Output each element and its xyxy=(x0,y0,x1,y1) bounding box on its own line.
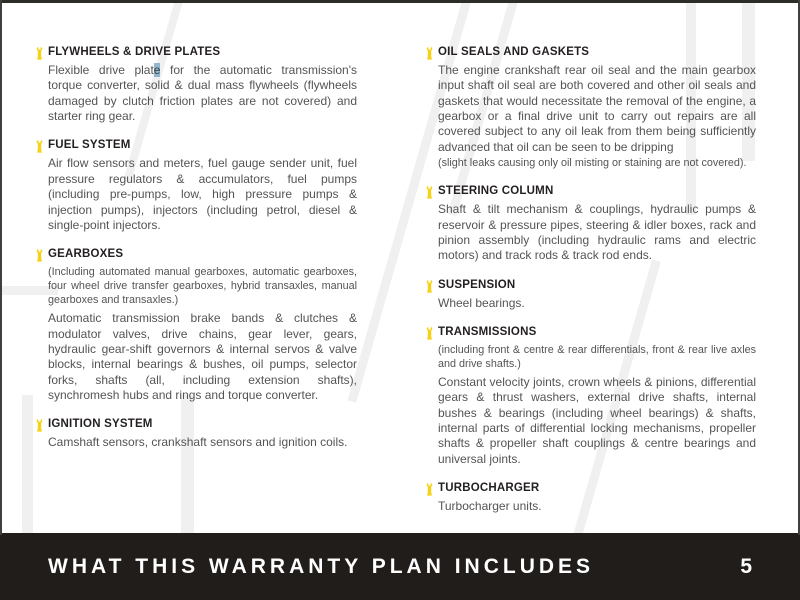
section-heading: FUEL SYSTEM xyxy=(48,139,131,152)
spanner-icon xyxy=(35,419,44,432)
page-border-left xyxy=(0,0,2,535)
section-ignition-system xyxy=(35,418,357,450)
section-body: The engine crankshaft rear oil seal and the main gearbox input shaft oil seal are both covered and other oil seals and gaskets that would necessitate the removal of the engine, a gearbox or a final drive unit to carry out repairs are all covered subject to any oil leak from them being sufficiently advanced that oil can be seen to be dripping xyxy=(438,63,756,154)
section-body: Turbocharger units. xyxy=(438,499,542,514)
section-steering-column xyxy=(425,185,756,263)
section-body: Shaft & tilt mechanism & couplings, hydraulic pumps & reservoir & pressure pipes, steering & idler boxes, rack and pinion assembly (including hydraulic rams and electric motors) and track rods & track rod ends. xyxy=(438,202,756,263)
right-column xyxy=(425,46,756,530)
section-note: (Including automated manual gearboxes, automatic gearboxes, four wheel drive transfer gearboxes, hybrid transaxles, manual gearboxes and transaxles.) xyxy=(48,266,357,307)
spanner-icon xyxy=(425,186,434,199)
left-column xyxy=(35,46,357,530)
section-turbocharger xyxy=(425,482,756,514)
spanner-icon xyxy=(425,483,434,496)
section-fuel-system xyxy=(35,139,357,233)
section-heading: FLYWHEELS & DRIVE PLATES xyxy=(48,46,221,58)
section-heading: STEERING COLUMN xyxy=(438,185,554,198)
spanner-icon xyxy=(425,280,434,293)
spanner-icon xyxy=(425,327,434,340)
spanner-icon xyxy=(425,47,434,60)
section-suspension xyxy=(425,279,756,311)
section-note: (including front & centre & rear differentials, front & rear live axles and drive shafts.) xyxy=(438,343,756,371)
section-heading: GEARBOXES xyxy=(48,248,124,261)
footer-title: WHAT THIS WARRANTY PLAN INCLUDES xyxy=(48,554,595,578)
section-body: Constant velocity joints, crown wheels & pinions, differential gears & thrust washers, external drive shafts, internal bushes & bearings (including wheel bearings) & shafts, internal parts of differential locking mechanisms, propeller shafts & propeller shaft couplings & centre bearings and universal joints. xyxy=(438,375,756,466)
section-gearboxes xyxy=(35,248,357,403)
section-transmissions xyxy=(425,326,756,467)
section-heading: TURBOCHARGER xyxy=(438,482,540,495)
section-heading: OIL SEALS AND GASKETS xyxy=(438,46,590,58)
section-heading: IGNITION SYSTEM xyxy=(48,418,153,431)
section-body xyxy=(48,63,357,124)
section-body: Air flow sensors and meters, fuel gauge sender unit, fuel pressure regulators & accumulators, fuel pumps (including pre-pumps, low, high pressure pumps & injection pumps), injectors (including petrol, diesel & single-point injectors. xyxy=(48,156,357,232)
section-body: Camshaft sensors, crankshaft sensors and ignition coils. xyxy=(48,435,348,450)
section-flywheels-drive-plates xyxy=(35,46,357,124)
search-highlight: e xyxy=(153,63,161,77)
body-text: for the automatic transmission's torque converter, solid & dual mass flywheels (flywheels damaged by clutch friction plates are not covered) and starter ring gear. xyxy=(48,63,357,124)
watermark-stroke xyxy=(22,395,33,533)
page-border-top xyxy=(0,0,800,3)
section-heading: SUSPENSION xyxy=(438,278,516,291)
section-note: (slight leaks causing only oil misting or staining are not covered). xyxy=(438,157,747,170)
spanner-icon xyxy=(35,249,44,262)
page-number: 5 xyxy=(740,554,752,578)
section-body: Wheel bearings. xyxy=(438,295,525,310)
page-content xyxy=(35,46,756,530)
section-heading: TRANSMISSIONS xyxy=(438,325,537,338)
spanner-icon xyxy=(35,140,44,153)
section-body: Automatic transmission brake bands & clutches & modulator valves, drive chains, gear lever, gears, hydraulic gear-shift governors & internal servos & valve blocks, internal bearings & bushes, oil pumps, selector forks, shafts (all, including extension shafts), synchromesh hubs and rings and torque converter. xyxy=(48,311,357,403)
spanner-icon xyxy=(35,47,44,60)
footer-bar xyxy=(0,533,800,600)
body-text: Flexible drive plat xyxy=(48,63,154,77)
section-oil-seals-gaskets xyxy=(425,46,756,170)
